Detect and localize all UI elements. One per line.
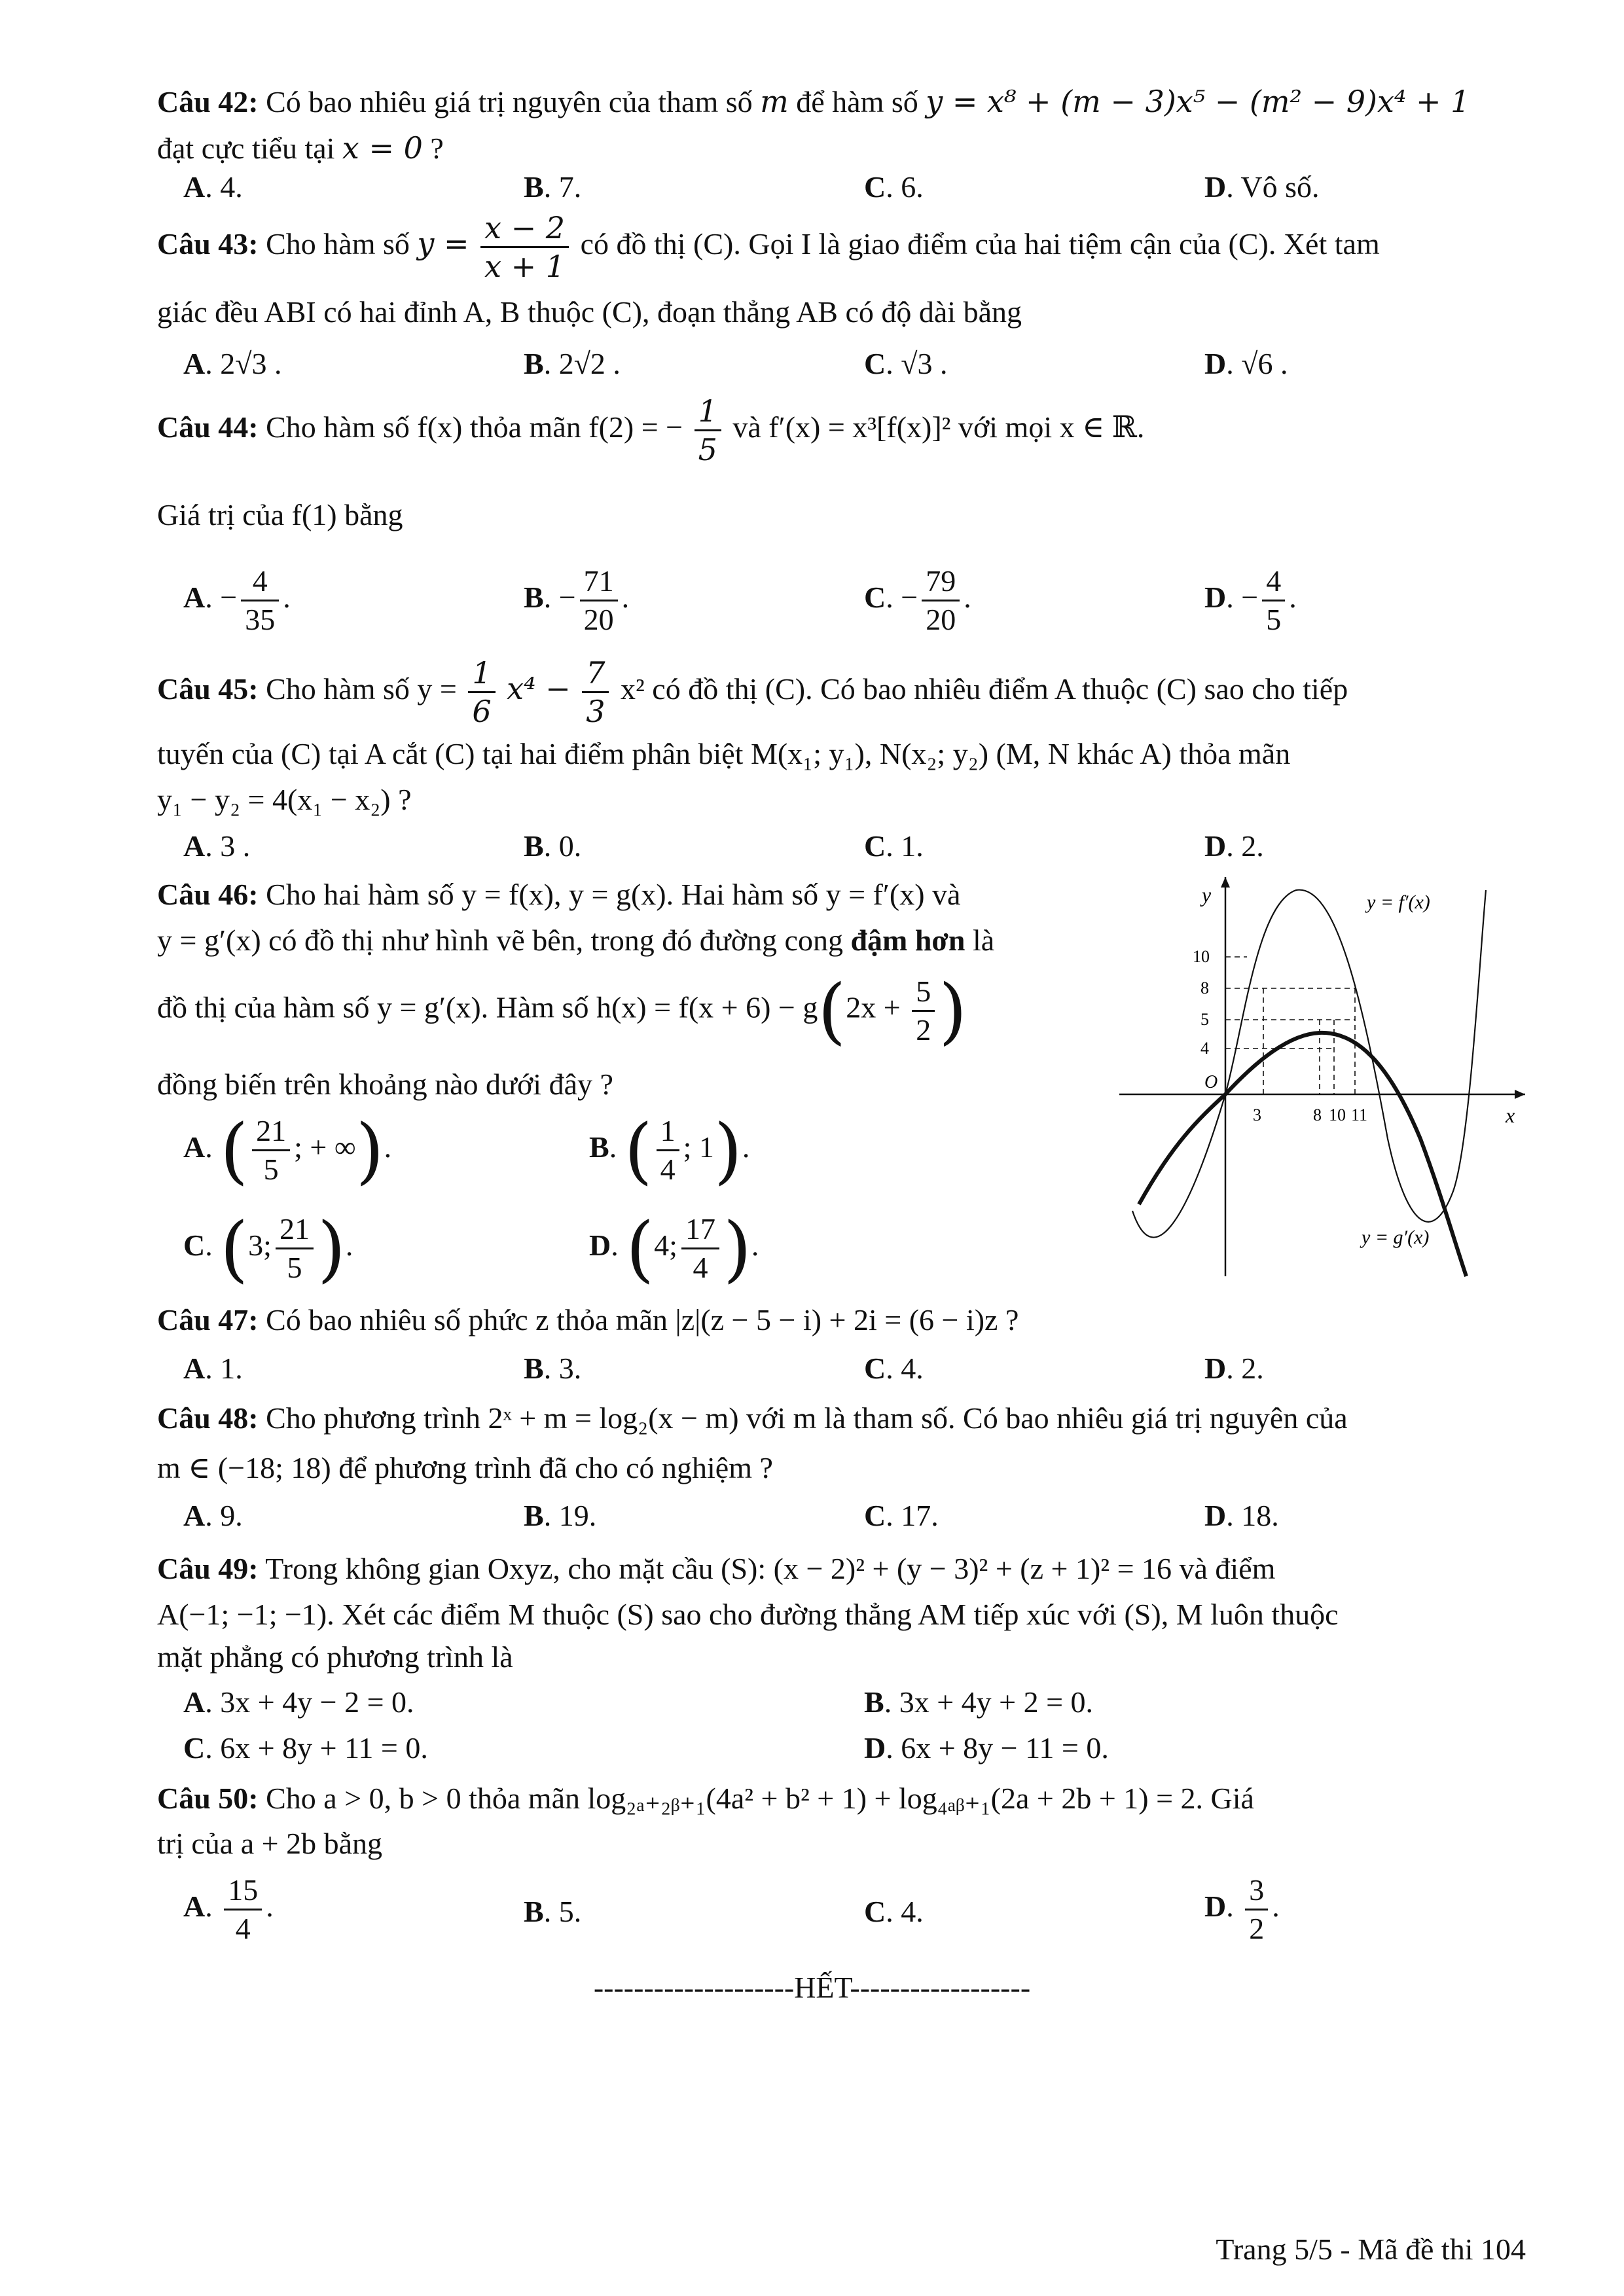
option-a[interactable]: A. 3 . <box>183 829 251 863</box>
question-45-line2: tuyến của (C) tại A cắt (C) tại hai điểm phân biệt M(x₁; y₁), N(x₂; y₂) (M, N khác A) thỏa mãn <box>157 737 1291 770</box>
option-b[interactable]: B. 19. <box>524 1499 597 1532</box>
option-a[interactable]: A. 4. <box>183 170 243 204</box>
question-text: đạt cực tiểu tại <box>157 132 335 165</box>
option-a[interactable]: A. $\frac{15}{4}$ . <box>183 1873 274 1945</box>
question-text: và f′(x) = x³[f(x)]² với mọi x ∈ ℝ. <box>732 410 1145 444</box>
option-c[interactable]: C. 4. <box>864 1352 924 1385</box>
question-46-line3: đồ thị của hàm số y = g′(x). Hàm số h(x) = f(x + 6) − g(2x + $\frac{5}{2}$ ) <box>157 969 967 1052</box>
option-b[interactable]: B. 3. <box>524 1352 582 1385</box>
question-text: Có bao nhiêu số phức z thỏa mãn |z|(z − 5 − i) + 2i = (6 − i)z ? <box>266 1303 1019 1336</box>
option-a[interactable]: A. 9. <box>183 1499 243 1532</box>
question-44 <box>157 393 1525 468</box>
question-number: Câu 50: <box>157 1782 259 1815</box>
question-number: Câu 49: <box>157 1552 259 1585</box>
question-text: x² có đồ thị (C). Có bao nhiêu điểm A thuộc (C) sao cho tiếp <box>620 672 1348 706</box>
option-d[interactable]: D. − $\frac{4}{5}$ . <box>1204 564 1297 636</box>
y-tick: 10 <box>1193 947 1210 966</box>
question-49 <box>157 1551 1525 1586</box>
question-50 <box>157 1780 1525 1816</box>
question-text: Cho hàm số f(x) thỏa mãn f(2) = − <box>266 410 683 444</box>
bold-emphasis: đậm hơn <box>850 924 965 957</box>
formula: x⁴ − <box>507 671 571 707</box>
question-46-line2: y = g′(x) có đồ thị như hình vẽ bên, trong đó đường cong đậm hơn là <box>157 924 995 957</box>
y-tick: 5 <box>1200 1010 1209 1029</box>
y-tick: 4 <box>1200 1039 1209 1058</box>
question-text: để hàm số <box>796 85 918 118</box>
option-c[interactable]: C. − $\frac{79}{20}$ . <box>864 564 971 636</box>
question-47 <box>157 1302 1525 1337</box>
question-50-line2: trị của a + 2b bằng <box>157 1827 382 1860</box>
option-a[interactable]: A. ( $\frac{21}{5}$ ; + ∞). <box>183 1108 392 1193</box>
question-number: Câu 47: <box>157 1303 259 1336</box>
fraction: $\frac{1}{5}$ <box>695 393 721 468</box>
x-axis-label: x <box>1506 1103 1515 1127</box>
option-b[interactable]: B. 5. <box>524 1895 582 1928</box>
fraction: $\frac{x - 2}{x + 1}$ <box>480 209 569 285</box>
x-tick: 3 <box>1253 1105 1261 1124</box>
param-m: m <box>760 84 789 119</box>
question-text: Cho phương trình 2ˣ + m = log₂(x − m) với m là tham số. Có bao nhiêu giá trị nguyên của <box>266 1401 1348 1435</box>
option-b[interactable]: B. 0. <box>524 829 582 863</box>
y-axis-arrow <box>1221 877 1230 888</box>
origin-label: O <box>1204 1072 1218 1092</box>
question-text: Cho hai hàm số y = f(x), y = g(x). Hai hàm số y = f′(x) và <box>266 878 961 911</box>
question-44-line2: Giá trị của f(1) bằng <box>157 498 403 531</box>
question-45-line3: y₁ − y₂ = 4(x₁ − x₂) ? <box>157 783 412 816</box>
question-number: Câu 48: <box>157 1401 259 1435</box>
option-c[interactable]: C. √3 . <box>864 347 948 380</box>
y-tick: 8 <box>1200 978 1209 997</box>
g-prime-label: y = g′(x) <box>1362 1227 1430 1248</box>
question-number: Câu 45: <box>157 672 259 706</box>
question-49-line2: A(−1; −1; −1). Xét các điểm M thuộc (S) sao cho đường thẳng AM tiếp xúc với (S), M luôn thuộc <box>157 1598 1339 1631</box>
option-c[interactable]: C. 4. <box>864 1895 924 1928</box>
f-prime-curve <box>1132 890 1486 1238</box>
x-tick: 8 <box>1313 1105 1322 1124</box>
x-tick: 11 <box>1351 1105 1368 1124</box>
option-c[interactable]: C. 6x + 8y + 11 = 0. <box>183 1731 428 1765</box>
option-d[interactable]: D. 2. <box>1204 1352 1264 1385</box>
question-text: Có bao nhiêu giá trị nguyên của tham số <box>266 85 753 118</box>
question-43 <box>157 209 1525 285</box>
question-46-line4: đồng biến trên khoảng nào dưới đây ? <box>157 1067 613 1101</box>
option-b[interactable]: B. 7. <box>524 170 582 204</box>
question-number: Câu 46: <box>157 878 259 911</box>
option-c[interactable]: C. 6. <box>864 170 924 204</box>
option-a[interactable]: A. − $\frac{4}{35}$ . <box>183 564 291 636</box>
formula: y = <box>417 226 469 262</box>
x-tick: 10 <box>1329 1105 1346 1124</box>
question-text: Trong không gian Oxyz, cho mặt cầu (S): (x − 2)² + (y − 3)² + (z + 1)² = 16 và điểm <box>265 1552 1276 1585</box>
fraction: $\frac{1}{6}$ <box>468 655 495 730</box>
option-d[interactable]: D. 6x + 8y − 11 = 0. <box>864 1731 1109 1765</box>
option-d[interactable]: D. 2. <box>1204 829 1264 863</box>
end-mark: --------------------HẾT------------------ <box>593 1971 1031 2004</box>
question-text: Cho a > 0, b > 0 thỏa mãn log₂ₐ₊₂ᵦ₊₁(4a² + b² + 1) + log₄ₐᵦ₊₁(2a + 2b + 1) = 2. Giá <box>266 1782 1254 1815</box>
page-footer: Trang 5/5 - Mã đề thi 104 <box>1216 2233 1526 2266</box>
option-c[interactable]: C. 17. <box>864 1499 939 1532</box>
question-48-line2: m ∈ (−18; 18) để phương trình đã cho có nghiệm ? <box>157 1451 773 1484</box>
fraction: $\frac{7}{3}$ <box>582 655 609 730</box>
question-text: có đồ thị (C). Gọi I là giao điểm của hai tiệm cận của (C). Xét tam <box>580 227 1380 261</box>
question-43-line2: giác đều ABI có hai đỉnh A, B thuộc (C), đoạn thẳng AB có độ dài bằng <box>157 295 1022 329</box>
y-axis-label: y <box>1202 883 1212 906</box>
option-d[interactable]: D. $\frac{3}{2}$ . <box>1204 1873 1280 1945</box>
f-prime-label: y = f′(x) <box>1367 891 1430 913</box>
x-axis-arrow <box>1515 1090 1525 1099</box>
option-a[interactable]: A. 2√3 . <box>183 347 282 380</box>
option-c[interactable]: C. (3; $\frac{21}{5}$ ). <box>183 1206 353 1291</box>
question-49-line3: mặt phẳng có phương trình là <box>157 1640 513 1674</box>
question-number: Câu 43: <box>157 227 259 261</box>
option-b[interactable]: B. 2√2 . <box>524 347 621 380</box>
option-a[interactable]: A. 3x + 4y − 2 = 0. <box>183 1685 414 1719</box>
question-text: Cho hàm số y = <box>266 672 457 706</box>
option-d[interactable]: D. Vô số. <box>1204 170 1320 204</box>
option-d[interactable]: D. √6 . <box>1204 347 1288 380</box>
option-c[interactable]: C. 1. <box>864 829 924 863</box>
option-d[interactable]: D. 18. <box>1204 1499 1279 1532</box>
question-45 <box>157 655 1525 730</box>
question-text: Cho hàm số <box>266 227 410 261</box>
option-b[interactable]: B. − $\frac{71}{20}$ . <box>524 564 630 636</box>
derivative-graph <box>1113 864 1532 1283</box>
option-d[interactable]: D. (4; $\frac{17}{4}$ ). <box>589 1206 759 1291</box>
option-b[interactable]: B. 3x + 4y + 2 = 0. <box>864 1685 1094 1719</box>
question-text: ? <box>430 132 444 165</box>
option-b[interactable]: B. ( $\frac{1}{4}$ ; 1). <box>589 1108 750 1193</box>
condition: x = 0 <box>342 130 423 166</box>
question-number: Câu 44: <box>157 410 259 444</box>
formula: y = x⁸ + (m − 3)x⁵ − (m² − 9)x⁴ + 1 <box>926 84 1470 119</box>
option-a[interactable]: A. 1. <box>183 1352 243 1385</box>
question-42 <box>157 79 1525 171</box>
question-48 <box>157 1401 1525 1435</box>
question-46 <box>157 877 1113 912</box>
question-number: Câu 42: <box>157 85 259 118</box>
